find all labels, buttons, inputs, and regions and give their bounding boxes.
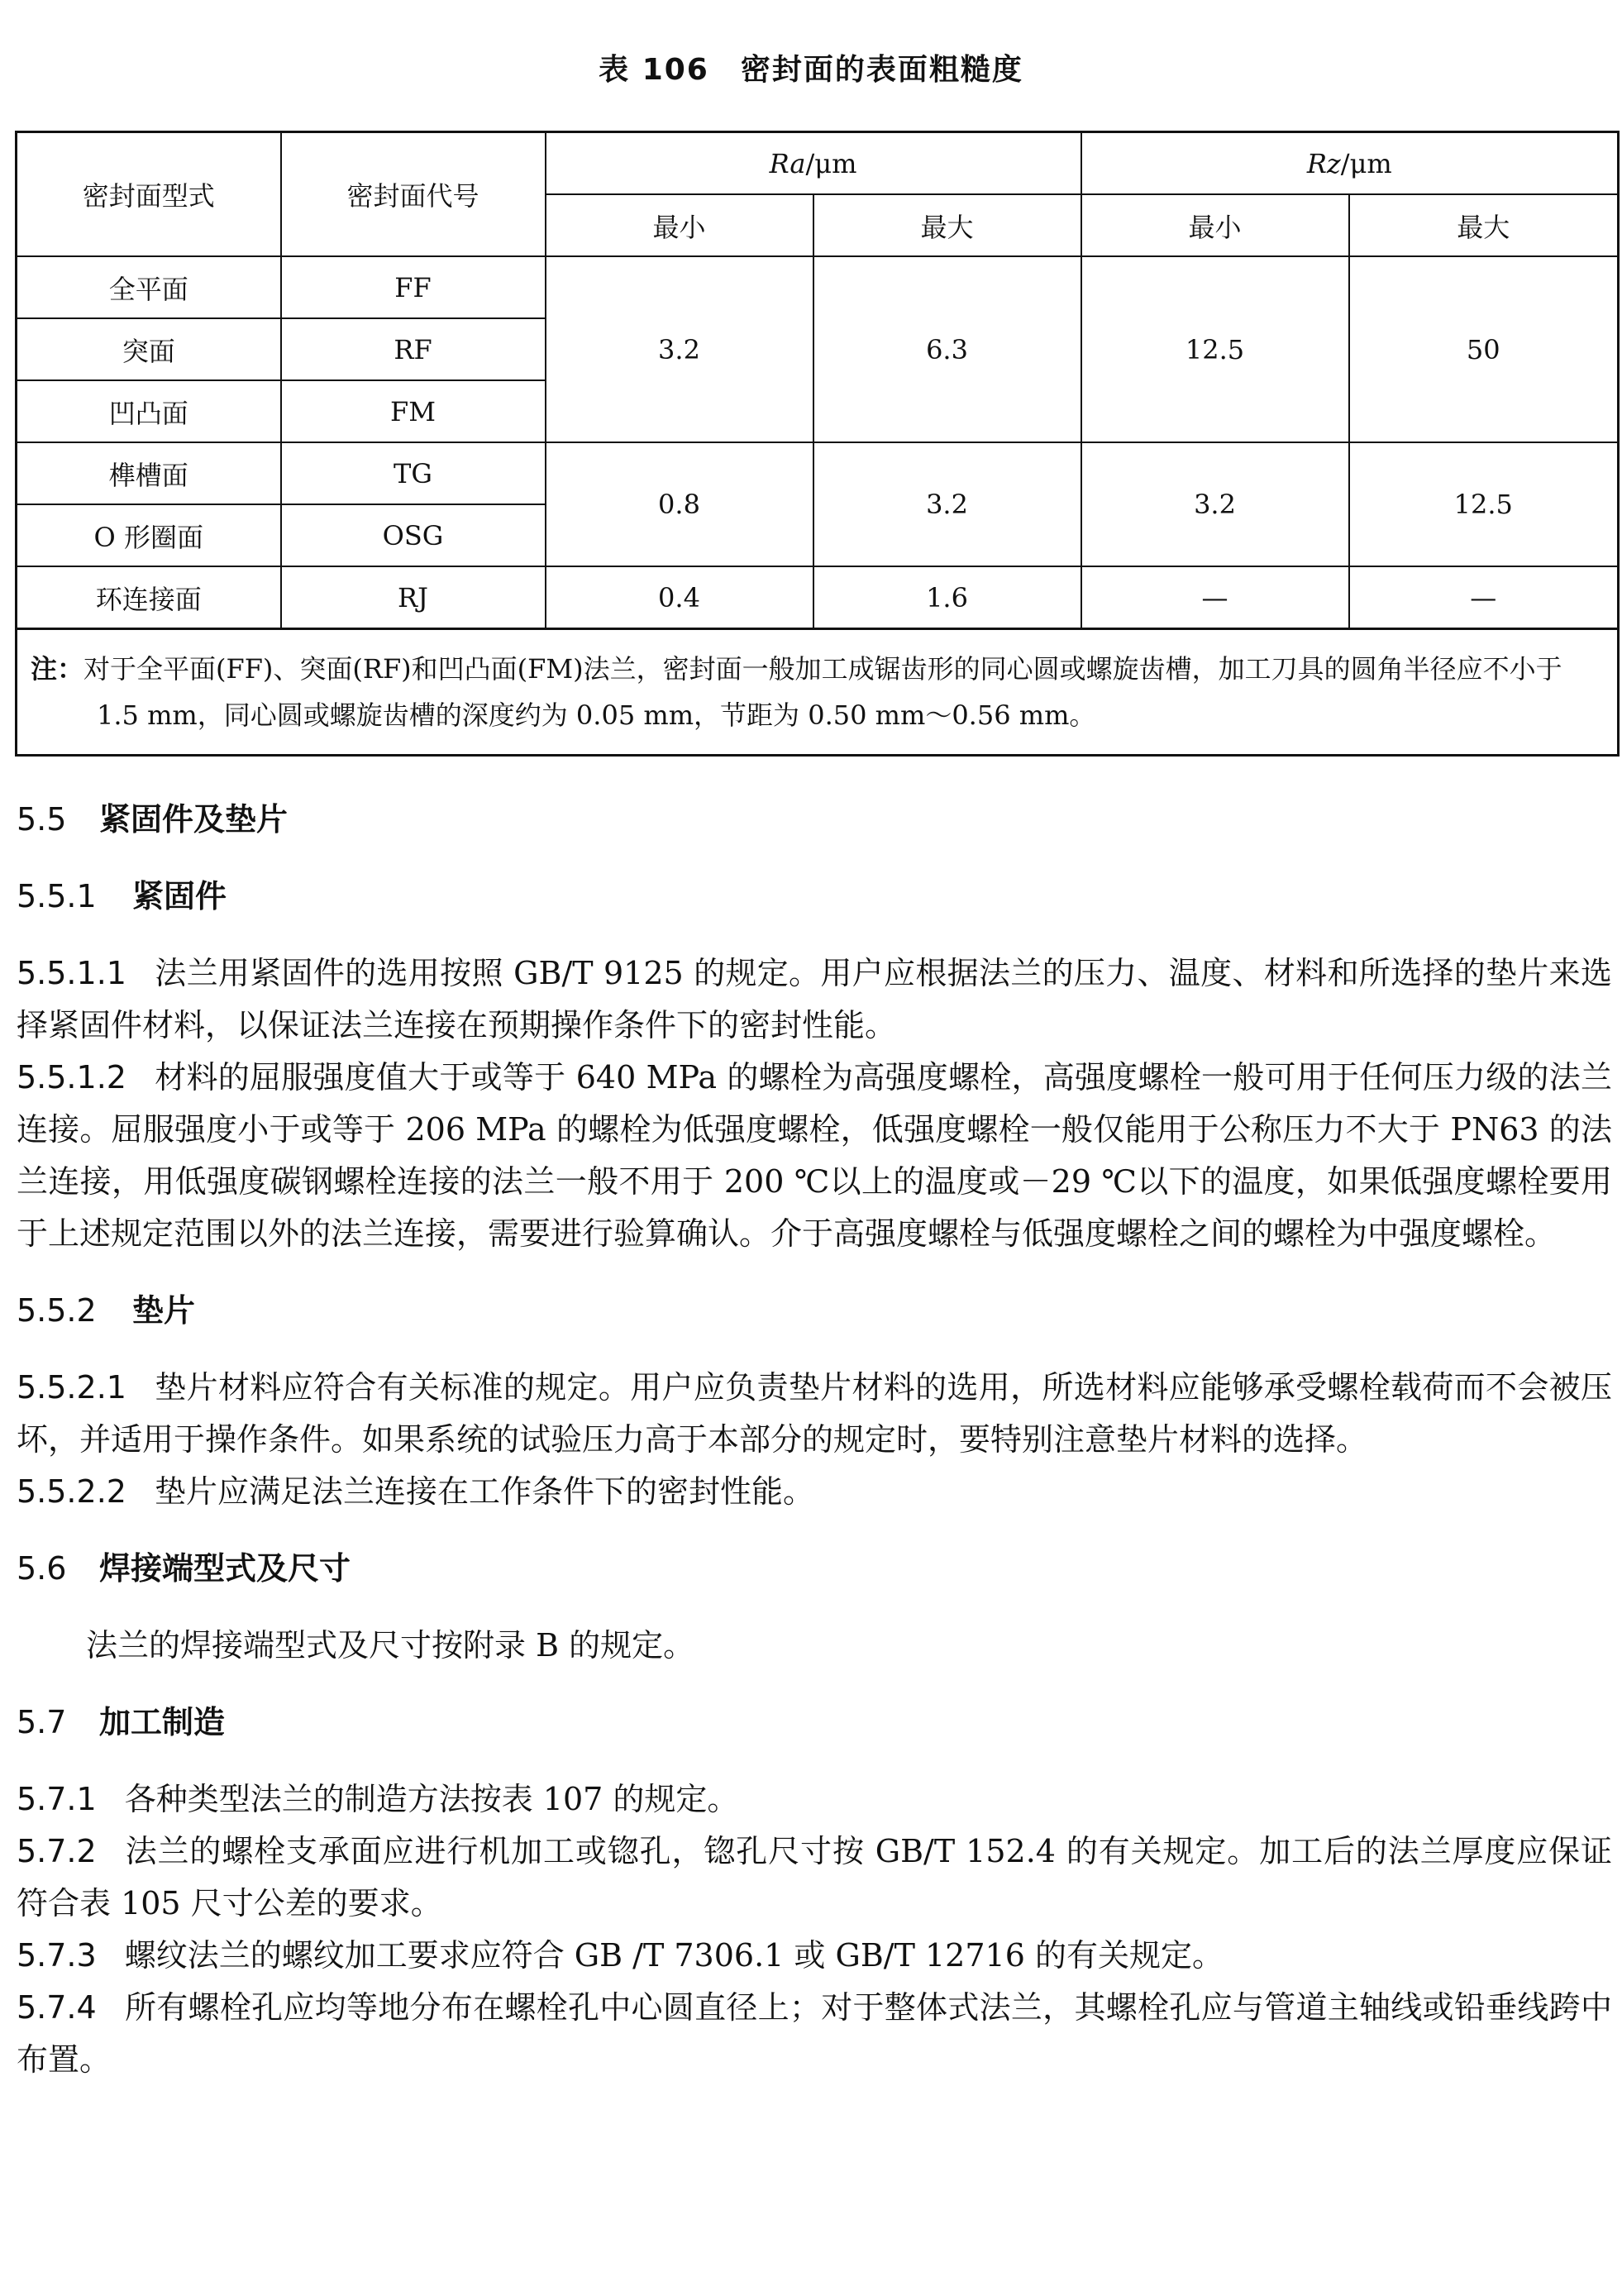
cell-ra-min: 3.2: [546, 256, 813, 442]
cell-ra-min: 0.8: [546, 442, 813, 566]
table-caption: 表 106 密封面的表面粗糙度: [599, 53, 1023, 87]
header-ra-max: 最大: [813, 194, 1081, 256]
note-label: 注：: [31, 653, 84, 685]
row-type: O 形圈面: [17, 504, 281, 566]
rz-unit: /μm: [1340, 147, 1392, 179]
paragraph: 5.5.1.1 法兰用紧固件的选用按照 GB/T 9125 的规定。用户应根据法兰的压力、温度、材料和所选择的垫片来选择紧固件材料，以保证法兰连接在预期操作条件下的密封性能。: [17, 955, 1612, 1043]
cell-rz-max: —: [1349, 566, 1619, 629]
paragraph: 5.7.2 法兰的螺栓支承面应进行机加工或锪孔，锪孔尺寸按 GB/T 152.4 的有关规定。加工后的法兰厚度应保证符合表 105 尺寸公差的要求。: [17, 1833, 1612, 1921]
row-code: FM: [281, 380, 546, 442]
cell-ra-max: 1.6: [813, 566, 1081, 629]
table-note: [17, 629, 1619, 756]
paragraph: 5.7.3 螺纹法兰的螺纹加工要求应符合 GB /T 7306.1 或 GB/T 12716 的有关规定。: [17, 1937, 1224, 1974]
row-type: 环连接面: [17, 566, 281, 629]
paragraph: 5.5.2.1 垫片材料应符合有关标准的规定。用户应负责垫片材料的选用，所选材料应能够承受螺栓载荷而不会被压坏，并适用于操作条件。如果系统的试验压力高于本部分的规定时，要特别注意垫片材料的选择。: [17, 1369, 1612, 1458]
row-code: OSG: [281, 504, 546, 566]
cell-ra-max: 3.2: [813, 442, 1081, 566]
section-heading: 5.5 紧固件及垫片: [17, 801, 289, 838]
row-code: TG: [281, 442, 546, 504]
section-heading: 5.7 加工制造: [17, 1704, 226, 1740]
roughness-table: [15, 131, 1620, 757]
row-code: RF: [281, 318, 546, 380]
header-type: 密封面型式: [17, 132, 281, 257]
section-heading: 5.6 焊接端型式及尺寸: [17, 1550, 351, 1587]
row-type: 凹凸面: [17, 380, 281, 442]
cell-rz-min: —: [1081, 566, 1349, 629]
header-rz-min: 最小: [1081, 194, 1349, 256]
cell-rz-max: 12.5: [1349, 442, 1619, 566]
header-rz: [1081, 132, 1619, 195]
header-ra: [546, 132, 1081, 195]
paragraph: 法兰的焊接端型式及尺寸按附录 B 的规定。: [86, 1627, 695, 1664]
table-row: [17, 256, 1619, 318]
table-row: [17, 566, 1619, 629]
row-code: RJ: [281, 566, 546, 629]
row-type: 突面: [17, 318, 281, 380]
header-code: 密封面代号: [281, 132, 546, 257]
cell-rz-min: 3.2: [1081, 442, 1349, 566]
cell-ra-max: 6.3: [813, 256, 1081, 442]
ra-symbol: Ra: [769, 147, 806, 179]
paragraph: 5.7.4 所有螺栓孔应均等地分布在螺栓孔中心圆直径上；对于整体式法兰，其螺栓孔应与管道主轴线或铅垂线跨中布置。: [17, 1989, 1612, 2078]
row-code: FF: [281, 256, 546, 318]
row-type: 全平面: [17, 256, 281, 318]
cell-ra-min: 0.4: [546, 566, 813, 629]
section-heading: 5.5.1 紧固件: [17, 878, 227, 914]
row-type: 榫槽面: [17, 442, 281, 504]
table-row: [17, 442, 1619, 504]
cell-rz-max: 50: [1349, 256, 1619, 442]
note-text: 对于全平面(FF)、突面(RF)和凹凸面(FM)法兰，密封面一般加工成锯齿形的同心圆或螺旋齿槽，加工刀具的圆角半径应不小于 1.5 mm，同心圆或螺旋齿槽的深度约为 0.05 mm，节距为 0.50 mm～0.56 mm。: [83, 653, 1562, 731]
document-body: [17, 794, 1612, 2086]
header-ra-min: 最小: [546, 194, 813, 256]
ra-unit: /μm: [805, 147, 857, 179]
paragraph: 5.7.1 各种类型法兰的制造方法按表 107 的规定。: [17, 1781, 739, 1817]
paragraph: 5.5.2.2 垫片应满足法兰连接在工作条件下的密封性能。: [17, 1473, 814, 1510]
section-heading: 5.5.2 垫片: [17, 1292, 196, 1329]
paragraph: 5.5.1.2 材料的屈服强度值大于或等于 640 MPa 的螺栓为高强度螺栓，高强度螺栓一般可用于任何压力级的法兰连接。屈服强度小于或等于 206 MPa 的螺栓为低强度螺栓，低强度螺栓一般仅能用于公称压力不大于 PN63 的法兰连接，用低强度碳钢螺栓连接的法兰一般不用于 200 ℃以上的温度或－29 ℃以下的温度，如果低强度螺栓要用于上述规定范围以外的法兰连接，需要进行验算确认。介于高强度螺栓与低强度螺栓之间的螺栓为中强度螺栓。: [17, 1059, 1612, 1252]
cell-rz-min: 12.5: [1081, 256, 1349, 442]
rz-symbol: Rz: [1306, 147, 1341, 179]
header-rz-max: 最大: [1349, 194, 1619, 256]
